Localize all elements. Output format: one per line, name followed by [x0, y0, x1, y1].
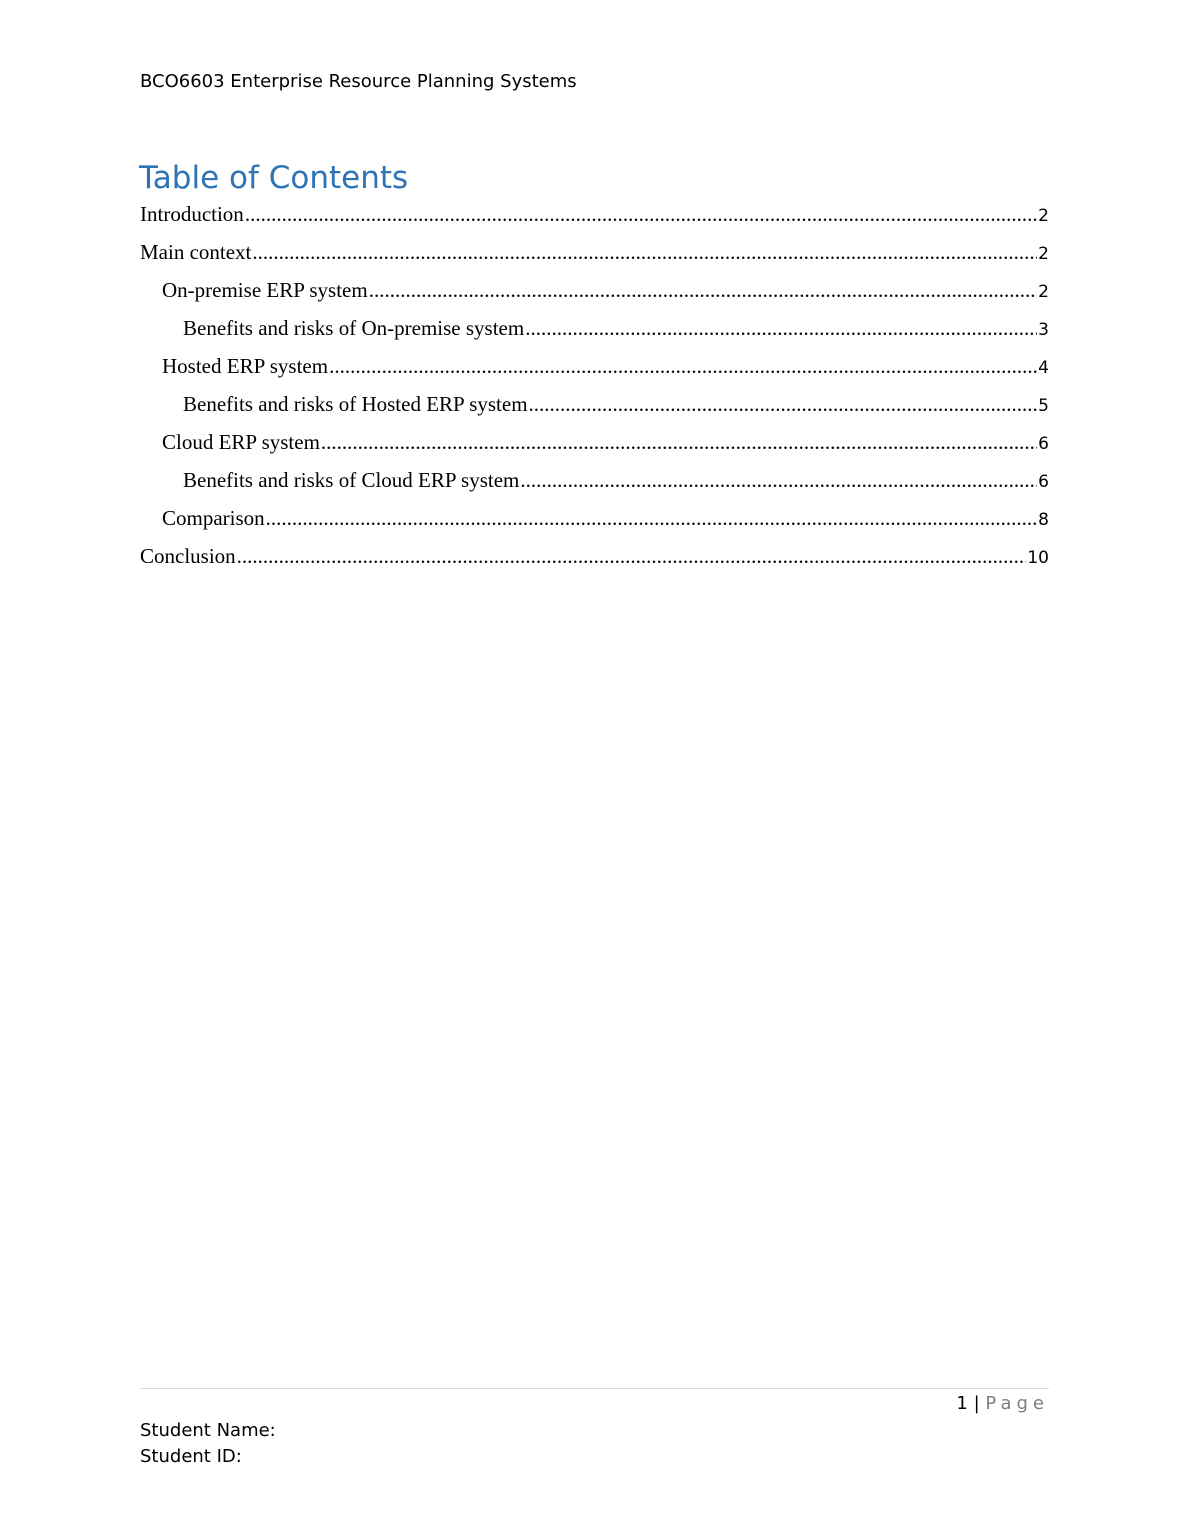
toc-leader-dots: [252, 240, 1037, 265]
toc-entry-label: Benefits and risks of On-premise system: [183, 316, 525, 340]
toc-leader-dots: [525, 316, 1037, 341]
toc-entry-label: Benefits and risks of Hosted ERP system: [183, 392, 528, 416]
toc-leader-dots: [529, 392, 1038, 417]
toc-entry-page: 2: [1038, 244, 1049, 264]
toc-leader-dots: [329, 354, 1037, 379]
toc-entry-cloud[interactable]: [140, 430, 1049, 468]
toc-entry-main-context[interactable]: [140, 240, 1049, 278]
document-header: BCO6603 Enterprise Resource Planning Systems: [140, 71, 577, 92]
toc-entry-label: Introduction: [140, 202, 244, 226]
toc-entry-on-premise-benefits[interactable]: [140, 316, 1049, 354]
toc-title: Table of Contents: [139, 160, 409, 196]
toc-leader-dots: [237, 544, 1027, 569]
student-id-label: Student ID:: [140, 1446, 242, 1467]
toc-entry-page: 10: [1027, 548, 1049, 568]
toc-entry-label: Main context: [140, 240, 252, 264]
toc-entry-page: 3: [1038, 320, 1049, 340]
toc-entry-label: Comparison: [162, 506, 265, 530]
toc-entry-page: 2: [1038, 282, 1049, 302]
toc-leader-dots: [520, 468, 1037, 493]
page-number-separator: |: [973, 1393, 980, 1414]
toc-entry-label: Hosted ERP system: [162, 354, 329, 378]
footer-page-number: [956, 1393, 1049, 1414]
footer-divider: [140, 1388, 1049, 1389]
toc-entry-hosted-benefits[interactable]: [140, 392, 1049, 430]
toc-leader-dots: [321, 430, 1037, 455]
toc-entry-on-premise[interactable]: [140, 278, 1049, 316]
toc-entry-conclusion[interactable]: [140, 544, 1049, 582]
page-number-value: 1: [956, 1393, 968, 1414]
toc-entry-label: On-premise ERP system: [162, 278, 368, 302]
table-of-contents: [140, 202, 1049, 582]
page-word: Page: [985, 1393, 1049, 1414]
toc-entry-page: 6: [1038, 434, 1049, 454]
toc-entry-label: Cloud ERP system: [162, 430, 320, 454]
student-name-label: Student Name:: [140, 1420, 276, 1441]
toc-entry-page: 2: [1038, 206, 1049, 226]
toc-entry-introduction[interactable]: [140, 202, 1049, 240]
toc-entry-label: Conclusion: [140, 544, 236, 568]
toc-entry-cloud-benefits[interactable]: [140, 468, 1049, 506]
toc-entry-page: 8: [1038, 510, 1049, 530]
toc-entry-page: 6: [1038, 472, 1049, 492]
toc-leader-dots: [266, 506, 1038, 531]
toc-entry-label: Benefits and risks of Cloud ERP system: [183, 468, 520, 492]
toc-leader-dots: [245, 202, 1037, 227]
toc-leader-dots: [369, 278, 1037, 303]
toc-entry-hosted[interactable]: [140, 354, 1049, 392]
toc-entry-page: 4: [1038, 358, 1049, 378]
toc-entry-comparison[interactable]: [140, 506, 1049, 544]
toc-entry-page: 5: [1038, 396, 1049, 416]
